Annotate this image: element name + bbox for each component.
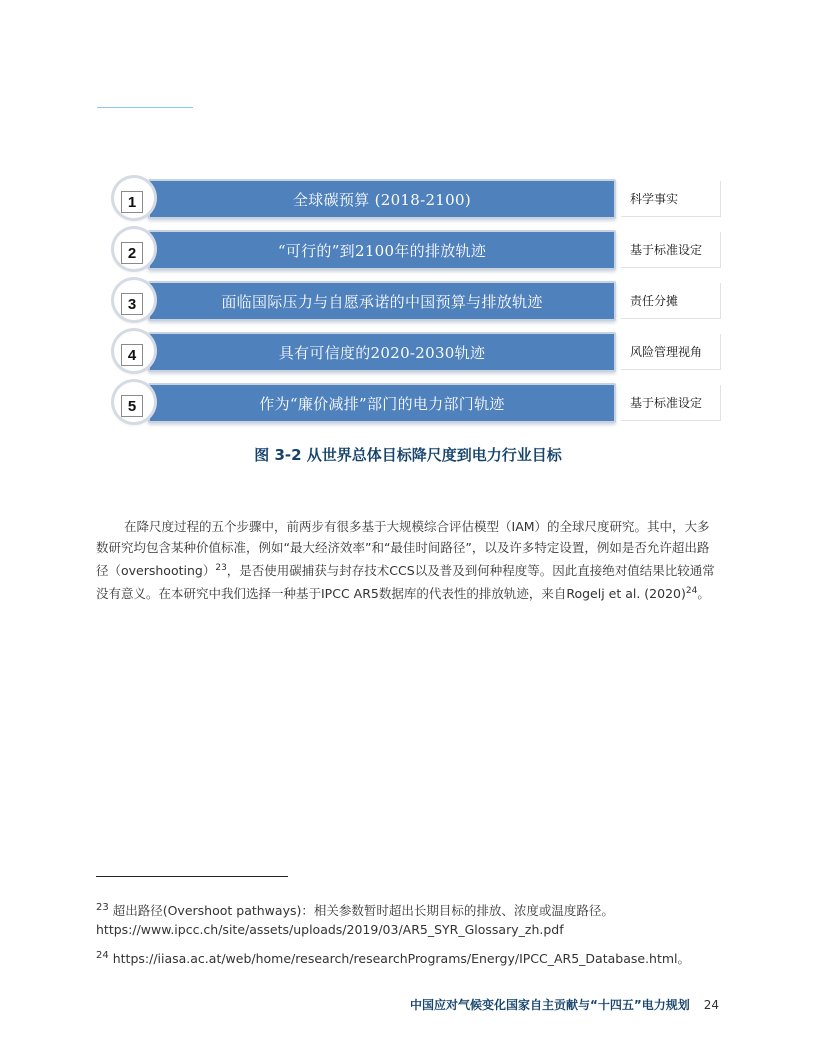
footnote-number: 24 [96,950,109,962]
step-5 [112,380,732,424]
paragraph-text: 在降尺度过程的五个步骤中，前两步有很多基于大规模综合评估模型（IAM）的全球尺度研究。其中，大多数研究均包含某种价值标准，例如“最大经济效率”和“最佳时间路径”，以及许多特定设置，例如是否允许超出路径（overshooting） [96,519,710,579]
step-side-label: 风险管理视角 [621,334,721,370]
paragraph-end: 。 [697,586,710,602]
step-number: 2 [121,242,143,264]
step-number: 3 [121,293,143,315]
footnote-link[interactable]: https://www.ipcc.ch/site/assets/uploads/2019/03/AR5_SYR_Glossary_zh.pdf [96,922,564,938]
footnotes [96,898,736,975]
step-number: 4 [121,344,143,366]
step-number: 1 [121,191,143,213]
step-bar: 面临国际压力与自愿承诺的中国预算与排放轨迹 [148,281,616,321]
step-2 [112,227,732,271]
step-side-label: 基于标准设定 [621,232,721,268]
footnote-link[interactable]: https://iiasa.ac.at/web/home/research/researchPrograms/Energy/IPCC_AR5_Database.html。 [112,951,691,967]
step-4 [112,329,732,373]
step-1 [112,176,732,220]
footnote-23 [96,898,736,939]
footnote-ref-23[interactable]: 23 [215,563,227,573]
footnote-number: 23 [96,902,109,913]
footnote-divider [96,876,288,877]
step-bar: 作为“廉价减排”部门的电力部门轨迹 [148,383,616,423]
step-side-label: 基于标准设定 [621,385,721,421]
step-side-label: 责任分摊 [621,283,721,319]
step-number: 5 [121,395,143,417]
footnote-text: 超出路径(Overshoot pathways)：相关参数暂时超出长期目标的排放、浓度或温度路径。 [112,903,614,919]
step-bar: 全球碳预算 (2018-2100) [148,179,616,219]
step-bar: “可行的”到2100年的排放轨迹 [148,230,616,270]
footer-title: 中国应对气候变化国家自主贡献与“十四五”电力规划 [409,998,690,1012]
step-3 [112,278,732,322]
step-bar: 具有可信度的2020-2030轨迹 [148,332,616,372]
header-rule [97,107,193,108]
step-side-label: 科学事实 [621,181,721,217]
footnote-24 [96,946,736,968]
footnote-ref-24[interactable]: 24 [685,586,698,597]
page-footer [410,996,719,1013]
figure-caption: 图 3-2 从世界总体目标降尺度到电力行业目标 [254,446,562,464]
paragraph-text-cont: ，是否使用碳捕获与封存技术CCS以及普及到何种程度等。因此直接绝对值结果比较通常没有意义。在本研究中我们选择一种基于IPCC AR5数据库的代表性的排放轨迹，来自Rogelj et al. (2020) [96,563,715,602]
page-number: 24 [703,998,719,1012]
body-paragraph [96,516,718,604]
